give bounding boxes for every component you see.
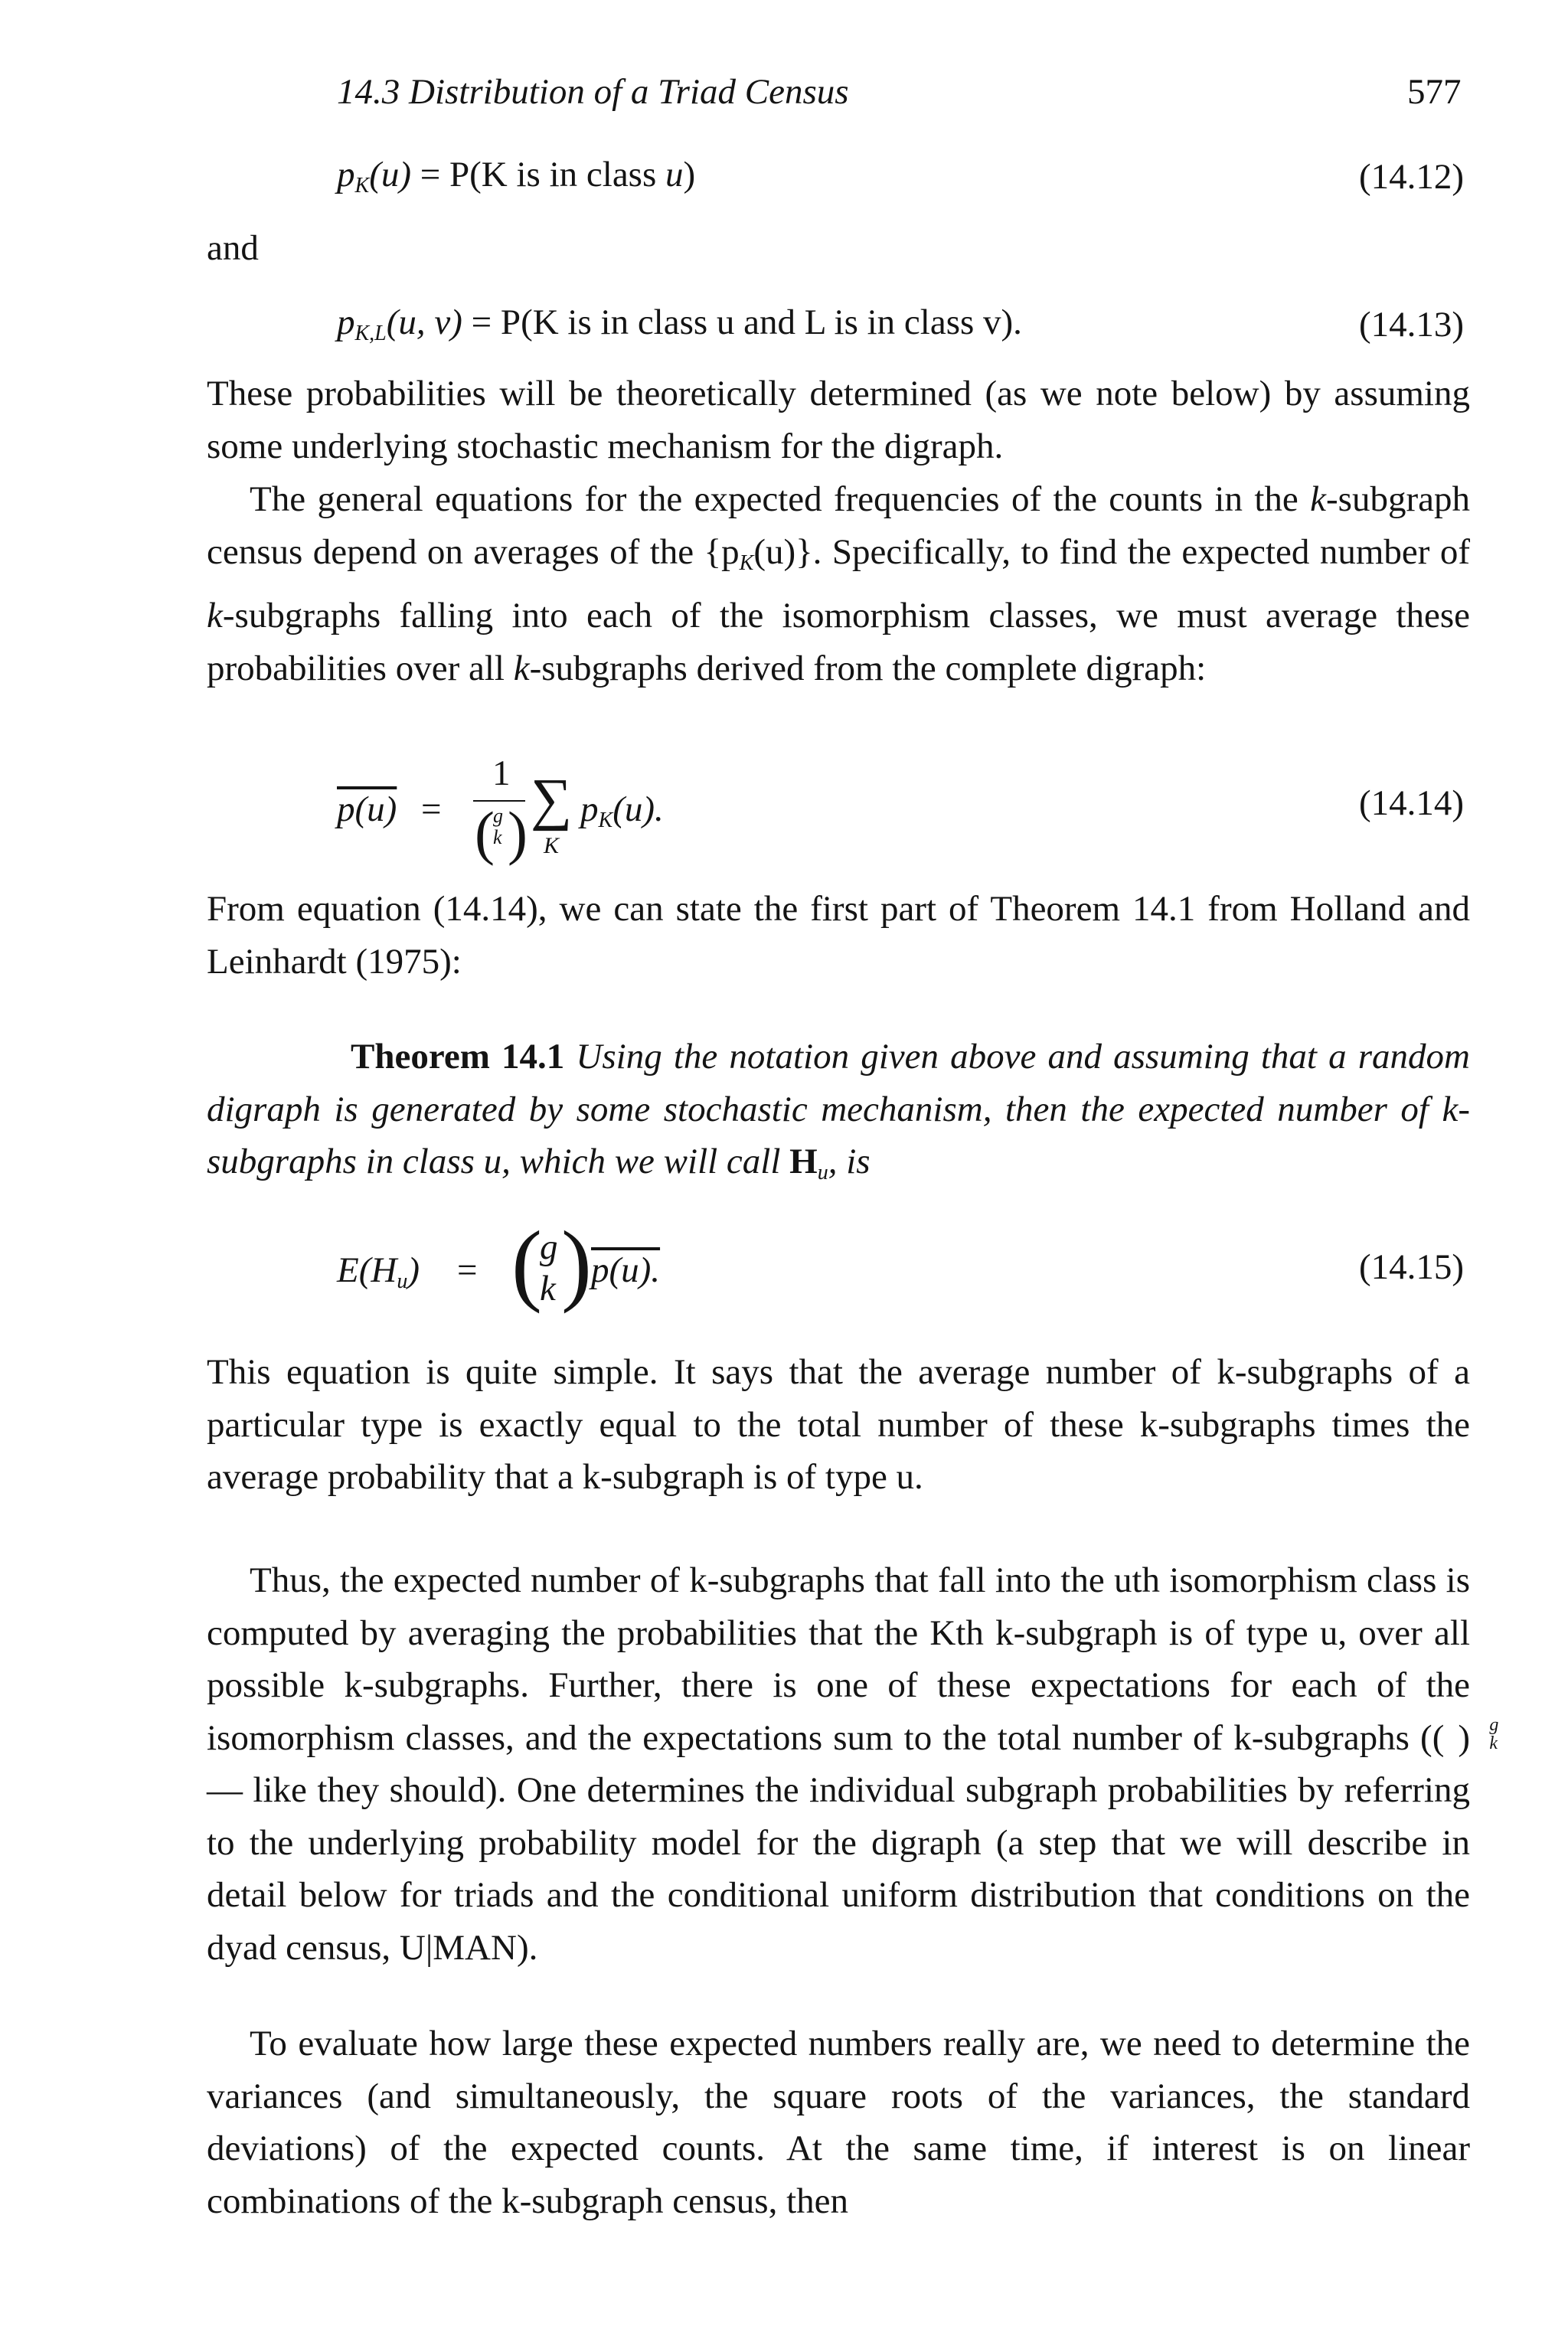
eq-symbol: p bbox=[337, 155, 355, 194]
binom-right-paren: ) bbox=[508, 799, 528, 866]
text-run: ) — like they should). One determines the individual subgraph probabilities by referring to the underlying probability model for the digraph (a step that we will describe in detail below for triads and the conditional uniform distribution that conditions on the dyad census, U|MAN). bbox=[207, 1717, 1470, 1968]
binom-bottom: k bbox=[1489, 1733, 1498, 1753]
binom-top: g bbox=[540, 1227, 558, 1267]
eq-argument: (u) bbox=[369, 155, 411, 194]
binom-top: g bbox=[493, 805, 503, 827]
paragraph-probabilities: These probabilities will be theoretically determined (as we note below) by assuming some underlying stochastic mechanism for the digraph. bbox=[207, 374, 1470, 466]
text-run: (u)}. Specifically, to find the expected number of bbox=[753, 531, 1471, 572]
binom-left-paren: ( bbox=[511, 1212, 542, 1314]
text-run: -subgraph census depend on averages of the {p bbox=[207, 479, 1470, 572]
eq-rhs: = P(K is in class u and L is in class v). bbox=[462, 302, 1022, 342]
text-run: The general equations for the expected frequencies of the counts in the bbox=[250, 479, 1311, 519]
eq-subscript: K bbox=[354, 174, 370, 198]
binom-left-paren: ( bbox=[475, 799, 495, 866]
eq-argument: (u, v) bbox=[386, 302, 462, 342]
eq-symbol: p bbox=[580, 789, 599, 829]
eq-subscript: u bbox=[397, 1269, 408, 1293]
eq-equals: = bbox=[421, 789, 442, 829]
eq-subscript: K bbox=[598, 809, 613, 832]
paragraph-from-equation: From equation (14.14), we can state the first part of Theorem 14.1 from Holland and Leinhardt (1975): bbox=[207, 889, 1470, 982]
paragraph-general-equations bbox=[207, 473, 1470, 694]
eq-lhs bbox=[337, 1250, 420, 1294]
text-subscript: K bbox=[739, 551, 754, 575]
running-header-title: 14.3 Distribution of a Triad Census bbox=[337, 72, 849, 112]
theorem-14-1 bbox=[207, 1031, 1470, 1200]
sum-term bbox=[580, 789, 664, 833]
equation-number-14-13: (14.13) bbox=[1359, 305, 1465, 345]
eq-lhs-close: ) bbox=[407, 1250, 420, 1290]
fraction-numerator: 1 bbox=[492, 753, 511, 793]
paragraph-thus-expected bbox=[207, 1554, 1499, 1974]
eq-subscript: K,L bbox=[354, 322, 387, 345]
eq-symbol: p bbox=[337, 302, 355, 342]
theorem-text-end: , is bbox=[828, 1142, 871, 1181]
binom-right-paren: ) bbox=[561, 1212, 592, 1314]
equation-number-14-12: (14.12) bbox=[1359, 157, 1465, 197]
eq-lhs: p(u) bbox=[337, 789, 397, 829]
paragraph-to-evaluate: To evaluate how large these expected numbers really are, we need to determine the variances (and simultaneously, the square roots of the variances, the standard deviations) of the expected counts. At the same time, if interest is on linear combinations of the k-subgraph census, then bbox=[207, 2024, 1470, 2221]
binom-bottom: k bbox=[540, 1269, 556, 1308]
theorem-subscript: u bbox=[817, 1161, 828, 1184]
text-var: k bbox=[513, 648, 530, 688]
eq-rhs: = P(K is in class bbox=[411, 155, 666, 194]
eq-variable: u bbox=[665, 155, 684, 194]
binom-top: g bbox=[1489, 1714, 1499, 1735]
equation-number-14-14: (14.14) bbox=[1359, 783, 1465, 823]
text-run: -subgraphs derived from the complete digraph: bbox=[529, 648, 1207, 688]
sum-index: K bbox=[544, 833, 560, 858]
inline-binomial bbox=[1444, 1714, 1499, 1754]
paragraph-equation-simple: This equation is quite simple. It says that the average number of k-subgraphs of a particular type is exactly equal to the total number of these k-subgraphs times the average probability that a k-subgraph is of type u. bbox=[207, 1352, 1470, 1497]
theorem-label: Theorem 14.1 bbox=[351, 1037, 565, 1077]
eq-rhs-close: ) bbox=[683, 155, 696, 194]
text-run: Thus, the expected number of k-subgraphs that fall into the uth isomorphism class is computed by averaging the probabilities that the Kth k-subgraph is of type u, over all possible k-subgraphs. Further, there is one of these expectations for each of the isomorphism classes, and the expectations sum to the total number of k-subgraphs (( bbox=[207, 1560, 1470, 1758]
eq-equals: = bbox=[457, 1250, 478, 1290]
connective-and: and bbox=[207, 228, 259, 268]
binom-bottom: k bbox=[493, 826, 502, 848]
eq-argument: (u). bbox=[612, 789, 664, 829]
theorem-text: Using the notation given above and assuming that a random digraph is generated by some stochastic mechanism, then the expected number of k-subgraphs in class u, which we will call bbox=[207, 1037, 1470, 1181]
text-var: k bbox=[207, 596, 223, 635]
equation-number-14-15: (14.15) bbox=[1359, 1247, 1465, 1287]
theorem-symbol: H bbox=[789, 1142, 818, 1181]
equation-14-13 bbox=[337, 296, 1022, 360]
equation-14-12 bbox=[337, 149, 695, 212]
text-var: k bbox=[1310, 479, 1327, 519]
summation-sign: ∑ bbox=[531, 767, 573, 831]
page-number: 577 bbox=[1407, 72, 1462, 112]
eq-lhs-text: E(H bbox=[337, 1250, 397, 1290]
text-run: -subgraphs falling into each of the isomorphism classes, we must average these probabilities over all bbox=[207, 596, 1470, 688]
eq-rhs: p(u). bbox=[591, 1250, 661, 1290]
